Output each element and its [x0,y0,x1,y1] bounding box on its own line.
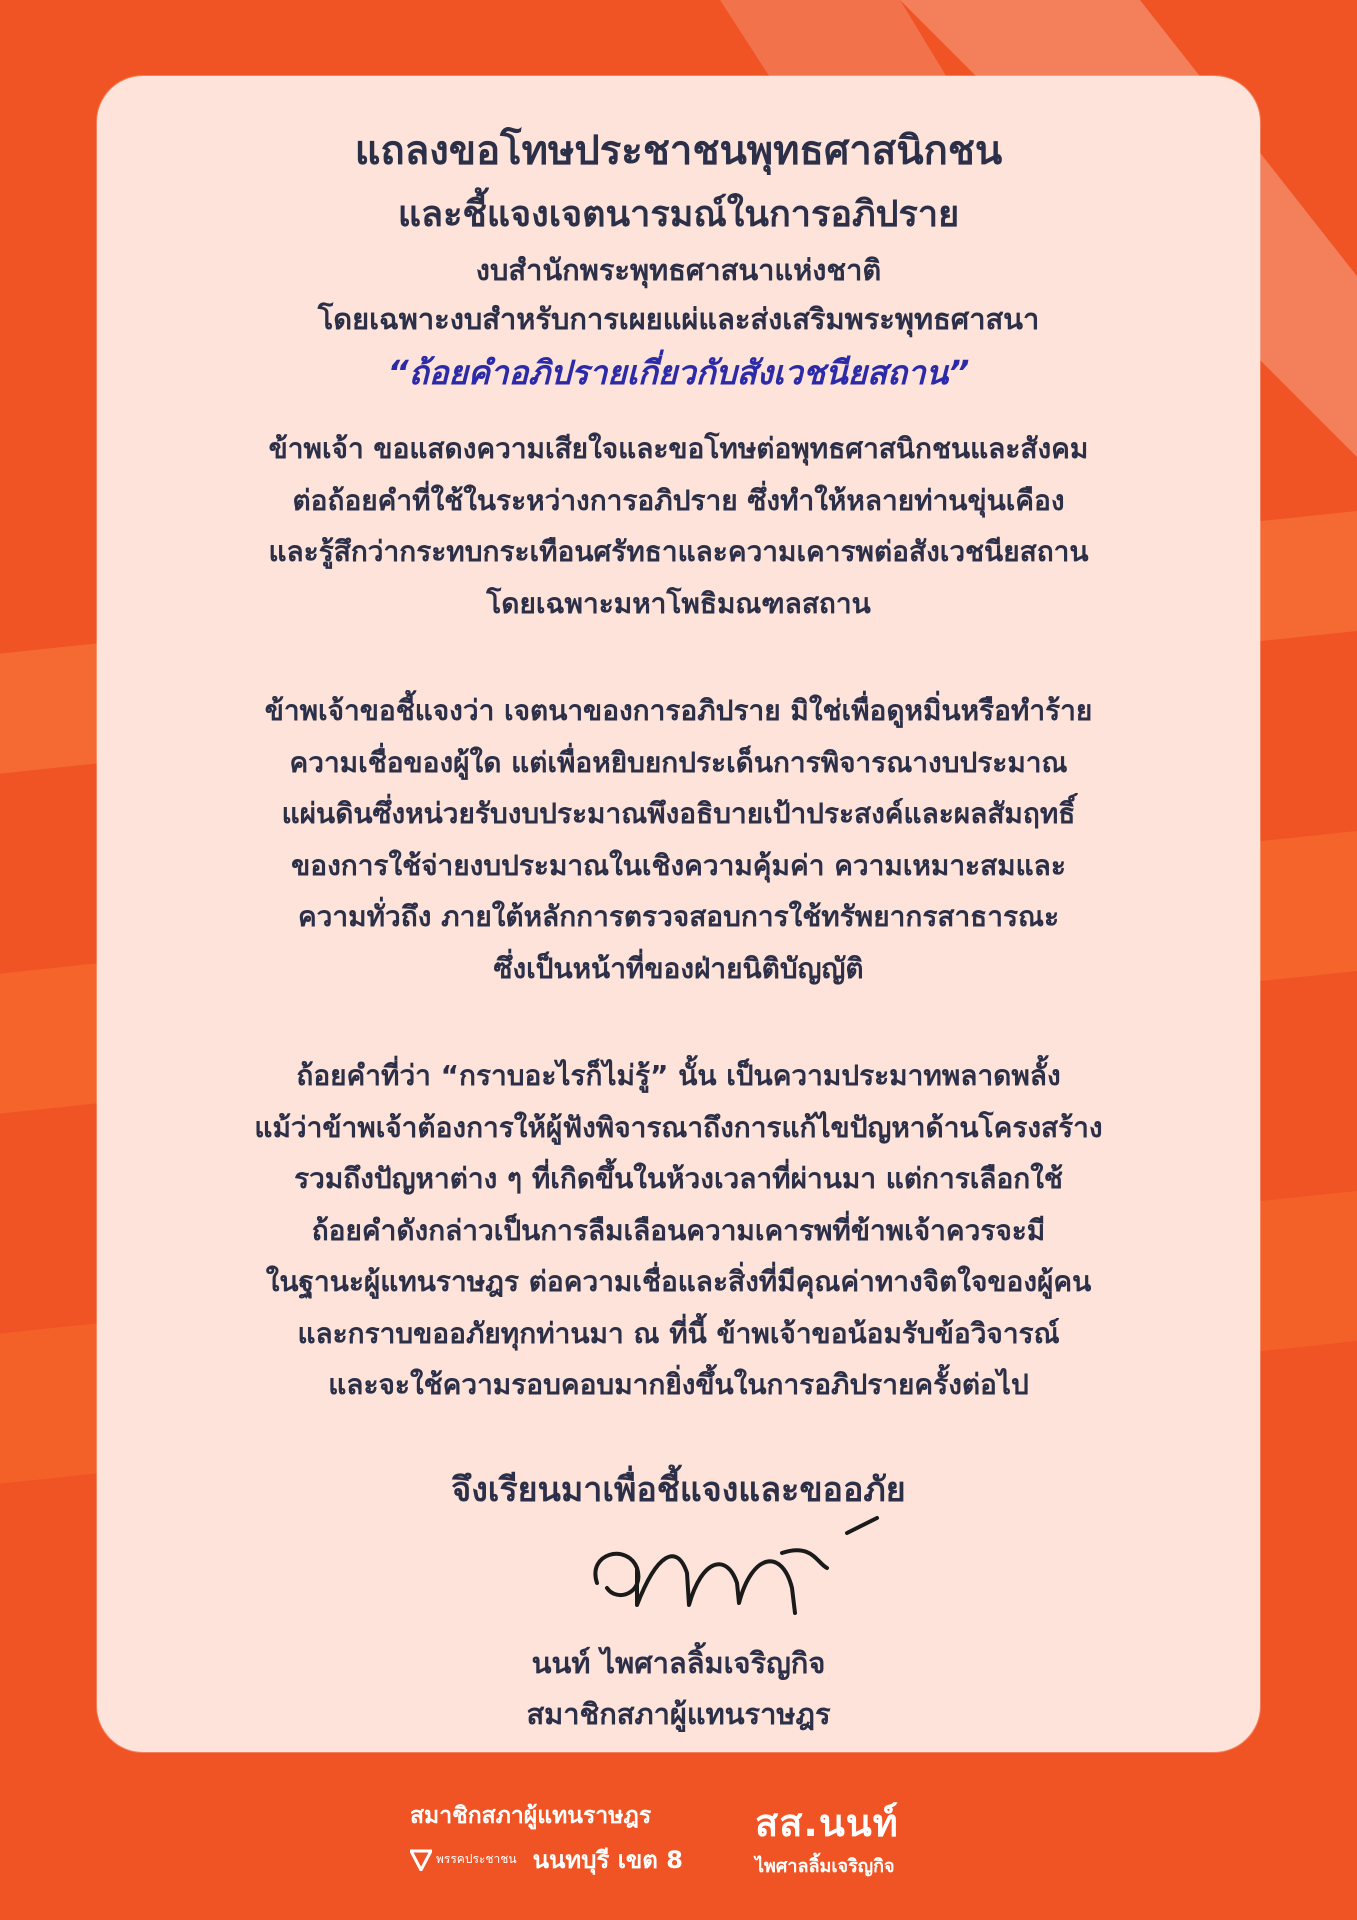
paragraph-line: ถ้อยคำที่ว่า “กราบอะไรก็ไม่รู้” นั้น เป็นความประมาทพลาดพลั้ง [296,1059,1061,1092]
party-emblem-icon [410,1849,432,1871]
paragraph-line: ซึ่งเป็นหน้าที่ของฝ่ายนิติบัญญัติ [493,951,864,985]
paragraph-line: โดยเฉพาะมหาโพธิมณฑลสถาน [486,586,871,620]
signer-name: นนท์ ไพศาลลิ้มเจริญกิจ [531,1646,826,1680]
paragraph-statement [97,1050,1260,1411]
signer-position: สมาชิกสภาผู้แทนราษฎร [526,1697,831,1731]
signer-block [97,1638,1260,1740]
paragraph-intent [97,685,1260,994]
paragraph-line: และรู้สึกว่ากระทบกระเทือนศรัทธาและความเคารพต่อสังเวชนียสถาน [268,535,1089,568]
statement-card [97,76,1260,1752]
party-name: พรรคประชาชน [436,1852,517,1866]
paragraph-line: ต่อถ้อยคำที่ใช้ในระหว่างการอภิปราย ซึ่งทำให้หลายท่านขุ่นเคือง [292,483,1065,517]
paragraph-apology [97,423,1260,629]
title-line-2: และชี้แจงเจตนารมณ์ในการอภิปราย [397,194,960,235]
party-logo [410,1849,517,1871]
title-quote: “ถ้อยคำอภิปรายเกี่ยวกับสังเวชนียสถาน” [387,353,970,392]
paragraph-line: ข้าพเจ้า ขอแสดงความเสียใจและขอโทษต่อพุทธศาสนิกชนและสังคม [268,432,1089,465]
paragraph-line: ของการใช้จ่ายงบประมาณในเชิงความคุ้มค่า ความเหมาะสมและ [291,848,1066,882]
paragraph-line: รวมถึงปัญหาต่าง ๆ ที่เกิดขึ้นในห้วงเวลาที่ผ่านมา แต่การเลือกใช้ [294,1162,1063,1195]
paragraph-line: ความเชื่อของผู้ใด แต่เพื่อหยิบยกประเด็นการพิจารณางบประมาณ [289,745,1068,779]
footer-branding [0,1788,1357,1898]
paragraph-line: แผ่นดินซึ่งหน่วยรับงบประมาณพึงอธิบายเป้าประสงค์และผลสัมฤทธิ์ [281,797,1076,830]
paragraph-line: แม้ว่าข้าพเจ้าต้องการให้ผู้ฟังพิจารณาถึงการแก้ไขปัญหาด้านโครงสร้าง [254,1110,1103,1144]
footer-full-name: ไพศาลลิ้มเจริญกิจ [755,1856,895,1877]
paragraph-line: และจะใช้ความรอบคอบมากยิ่งขึ้นในการอภิปรายครั้งต่อไป [328,1368,1029,1401]
title-line-1: แถลงขอโทษประชาชนพุทธศาสนิกชน [354,128,1003,174]
statement-title [97,118,1260,402]
paragraph-line: ข้าพเจ้าขอชี้แจงว่า เจตนาของการอภิปราย มิใช่เพื่อดูหมิ่นหรือทำร้าย [264,694,1093,727]
footer-district: นนทบุรี เขต 8 [532,1846,683,1874]
paragraph-line: ความทั่วถึง ภายใต้หลักการตรวจสอบการใช้ทรัพยากรสาธารณะ [297,900,1060,933]
closing-line: จึงเรียนมาเพื่อชี้แจงและขออภัย [451,1470,906,1510]
title-line-4: โดยเฉพาะงบสำหรับการเผยแผ่และส่งเสริมพระพุทธศาสนา [317,302,1040,336]
paragraph-line: และกราบขออภัยทุกท่านมา ณ ที่นี้ ข้าพเจ้าขอน้อมรับข้อวิจารณ์ [297,1316,1060,1350]
title-line-3: งบสำนักพระพุทธศาสนาแห่งชาติ [475,253,882,287]
footer-left [410,1798,730,1879]
footer-right [755,1792,995,1880]
paragraph-line: ถ้อยคำดังกล่าวเป็นการลืมเลือนความเคารพที่ข้าพเจ้าควรจะมี [311,1213,1046,1247]
footer-short-name: สส.นนท์ [755,1801,899,1845]
footer-role: สมาชิกสภาผู้แทนราษฎร [410,1803,652,1829]
signature-image [567,1513,897,1623]
paragraph-line: ในฐานะผู้แทนราษฎร ต่อความเชื่อและสิ่งที่มีคุณค่าทางจิตใจของผู้คน [265,1265,1092,1298]
